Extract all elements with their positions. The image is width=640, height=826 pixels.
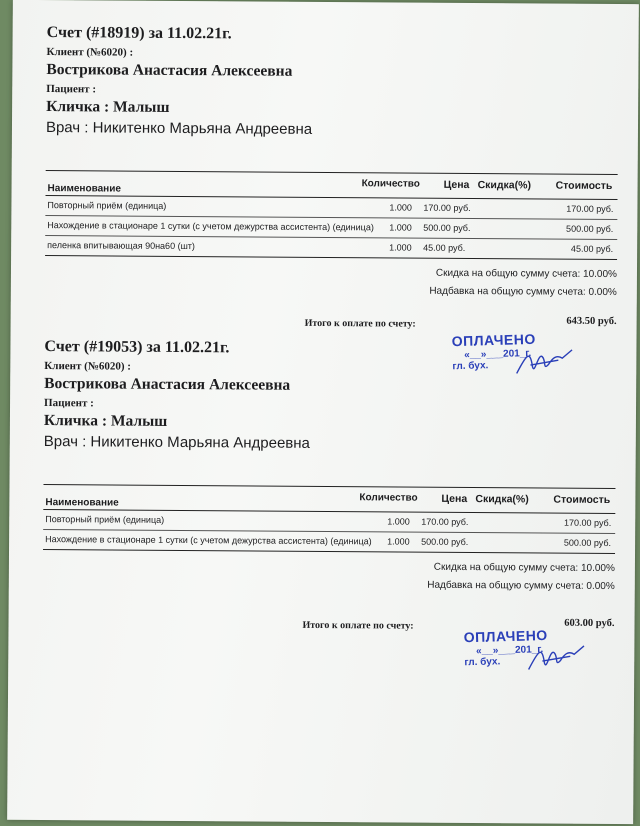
signature-icon — [524, 640, 589, 678]
total-label: Итого к оплате по счету: — [302, 619, 414, 632]
row-qty: 1.000 — [387, 516, 410, 527]
pet-name: Кличка : Малыш — [43, 412, 168, 430]
stamp-date-line: «__»___201_г. — [464, 348, 532, 361]
header-qty: Количество — [359, 492, 418, 504]
services-table — [45, 170, 618, 260]
table-row — [43, 530, 615, 554]
paid-stamp — [463, 626, 597, 690]
pet-name: Кличка : Малыш — [46, 98, 170, 116]
client-name: Вострикова Анастасия Алексеевна — [44, 375, 291, 394]
total-label: Итого к оплате по счету: — [304, 317, 416, 330]
header-discount: Скидка(%) — [477, 179, 532, 192]
row-name: Нахождение в стационаре 1 сутки (с учетом дежурства ассистента) (единица) — [45, 534, 372, 547]
header-price: Цена — [443, 178, 470, 192]
summary-block — [45, 262, 617, 302]
patient-label: Пациент : — [44, 397, 94, 410]
header-qty: Количество — [361, 178, 420, 190]
row-cost: 500.00 руб. — [563, 537, 612, 549]
stamp-accountant: гл. бух. — [464, 656, 501, 669]
row-price: 500.00 руб. — [423, 222, 471, 234]
row-cost: 170.00 руб. — [563, 517, 612, 529]
header-price: Цена — [441, 492, 468, 506]
invoice-title: Счет (#19053) за 11.02.21г. — [44, 338, 230, 357]
stamp-paid-text: ОПЛАЧЕНО — [463, 626, 548, 646]
stamp-date-line: «__»___201_г. — [475, 644, 544, 657]
discount-text: Скидка на общую сумму счета: 10.00% — [433, 561, 615, 575]
header-name: Наименование — [47, 183, 121, 195]
row-cost: 500.00 руб. — [566, 223, 614, 235]
invoice-2 — [42, 338, 624, 638]
client-name: Вострикова Анастасия Алексеевна — [46, 61, 293, 80]
row-name: Повторный приём (единица) — [45, 514, 165, 525]
doctor-name: Врач : Никитенко Марьяна Андреевна — [43, 433, 310, 452]
header-discount: Скидка(%) — [475, 493, 529, 506]
row-name: Повторный приём (единица) — [47, 200, 167, 211]
total-value: 603.00 руб. — [564, 617, 615, 630]
header-name: Наименование — [45, 497, 119, 509]
row-name: Нахождение в стационаре 1 сутки (с учетом дежурства ассистента) (единица) — [47, 220, 374, 233]
row-price: 500.00 руб. — [421, 536, 469, 548]
row-name: пеленка впитывающая 90на60 (шт) — [47, 240, 195, 252]
header-cost: Стоимость — [555, 179, 613, 193]
row-price: 170.00 руб. — [421, 516, 469, 528]
patient-label: Пациент : — [46, 83, 97, 96]
row-qty: 1.000 — [389, 242, 412, 253]
row-qty: 1.000 — [387, 536, 410, 547]
row-price: 170.00 руб. — [423, 202, 471, 214]
paper-sheet — [7, 0, 639, 824]
row-cost: 45.00 руб. — [570, 243, 614, 255]
row-qty: 1.000 — [389, 202, 412, 213]
client-label: Клиент (№6020) : — [44, 360, 132, 373]
row-price: 45.00 руб. — [423, 242, 466, 253]
total-value: 643.50 руб. — [566, 315, 617, 328]
services-table — [43, 484, 615, 554]
table-row — [45, 236, 617, 260]
invoice-title: Счет (#18919) за 11.02.21г. — [46, 24, 232, 43]
stamp-paid-text: ОПЛАЧЕНО — [451, 330, 536, 350]
row-qty: 1.000 — [389, 222, 412, 233]
header-cost: Стоимость — [553, 493, 611, 507]
surcharge-text: Надбавка на общую сумму счета: 0.00% — [427, 579, 615, 593]
doctor-name: Врач : Никитенко Марьяна Андреевна — [45, 119, 313, 138]
stamp-accountant: гл. бух. — [452, 360, 489, 373]
row-cost: 170.00 руб. — [566, 203, 614, 215]
discount-text: Скидка на общую сумму счета: 10.00% — [435, 267, 618, 281]
summary-block — [43, 556, 615, 596]
surcharge-text: Надбавка на общую сумму счета: 0.00% — [429, 285, 617, 299]
invoice-1 — [45, 24, 627, 336]
client-label: Клиент (№6020) : — [46, 46, 134, 59]
